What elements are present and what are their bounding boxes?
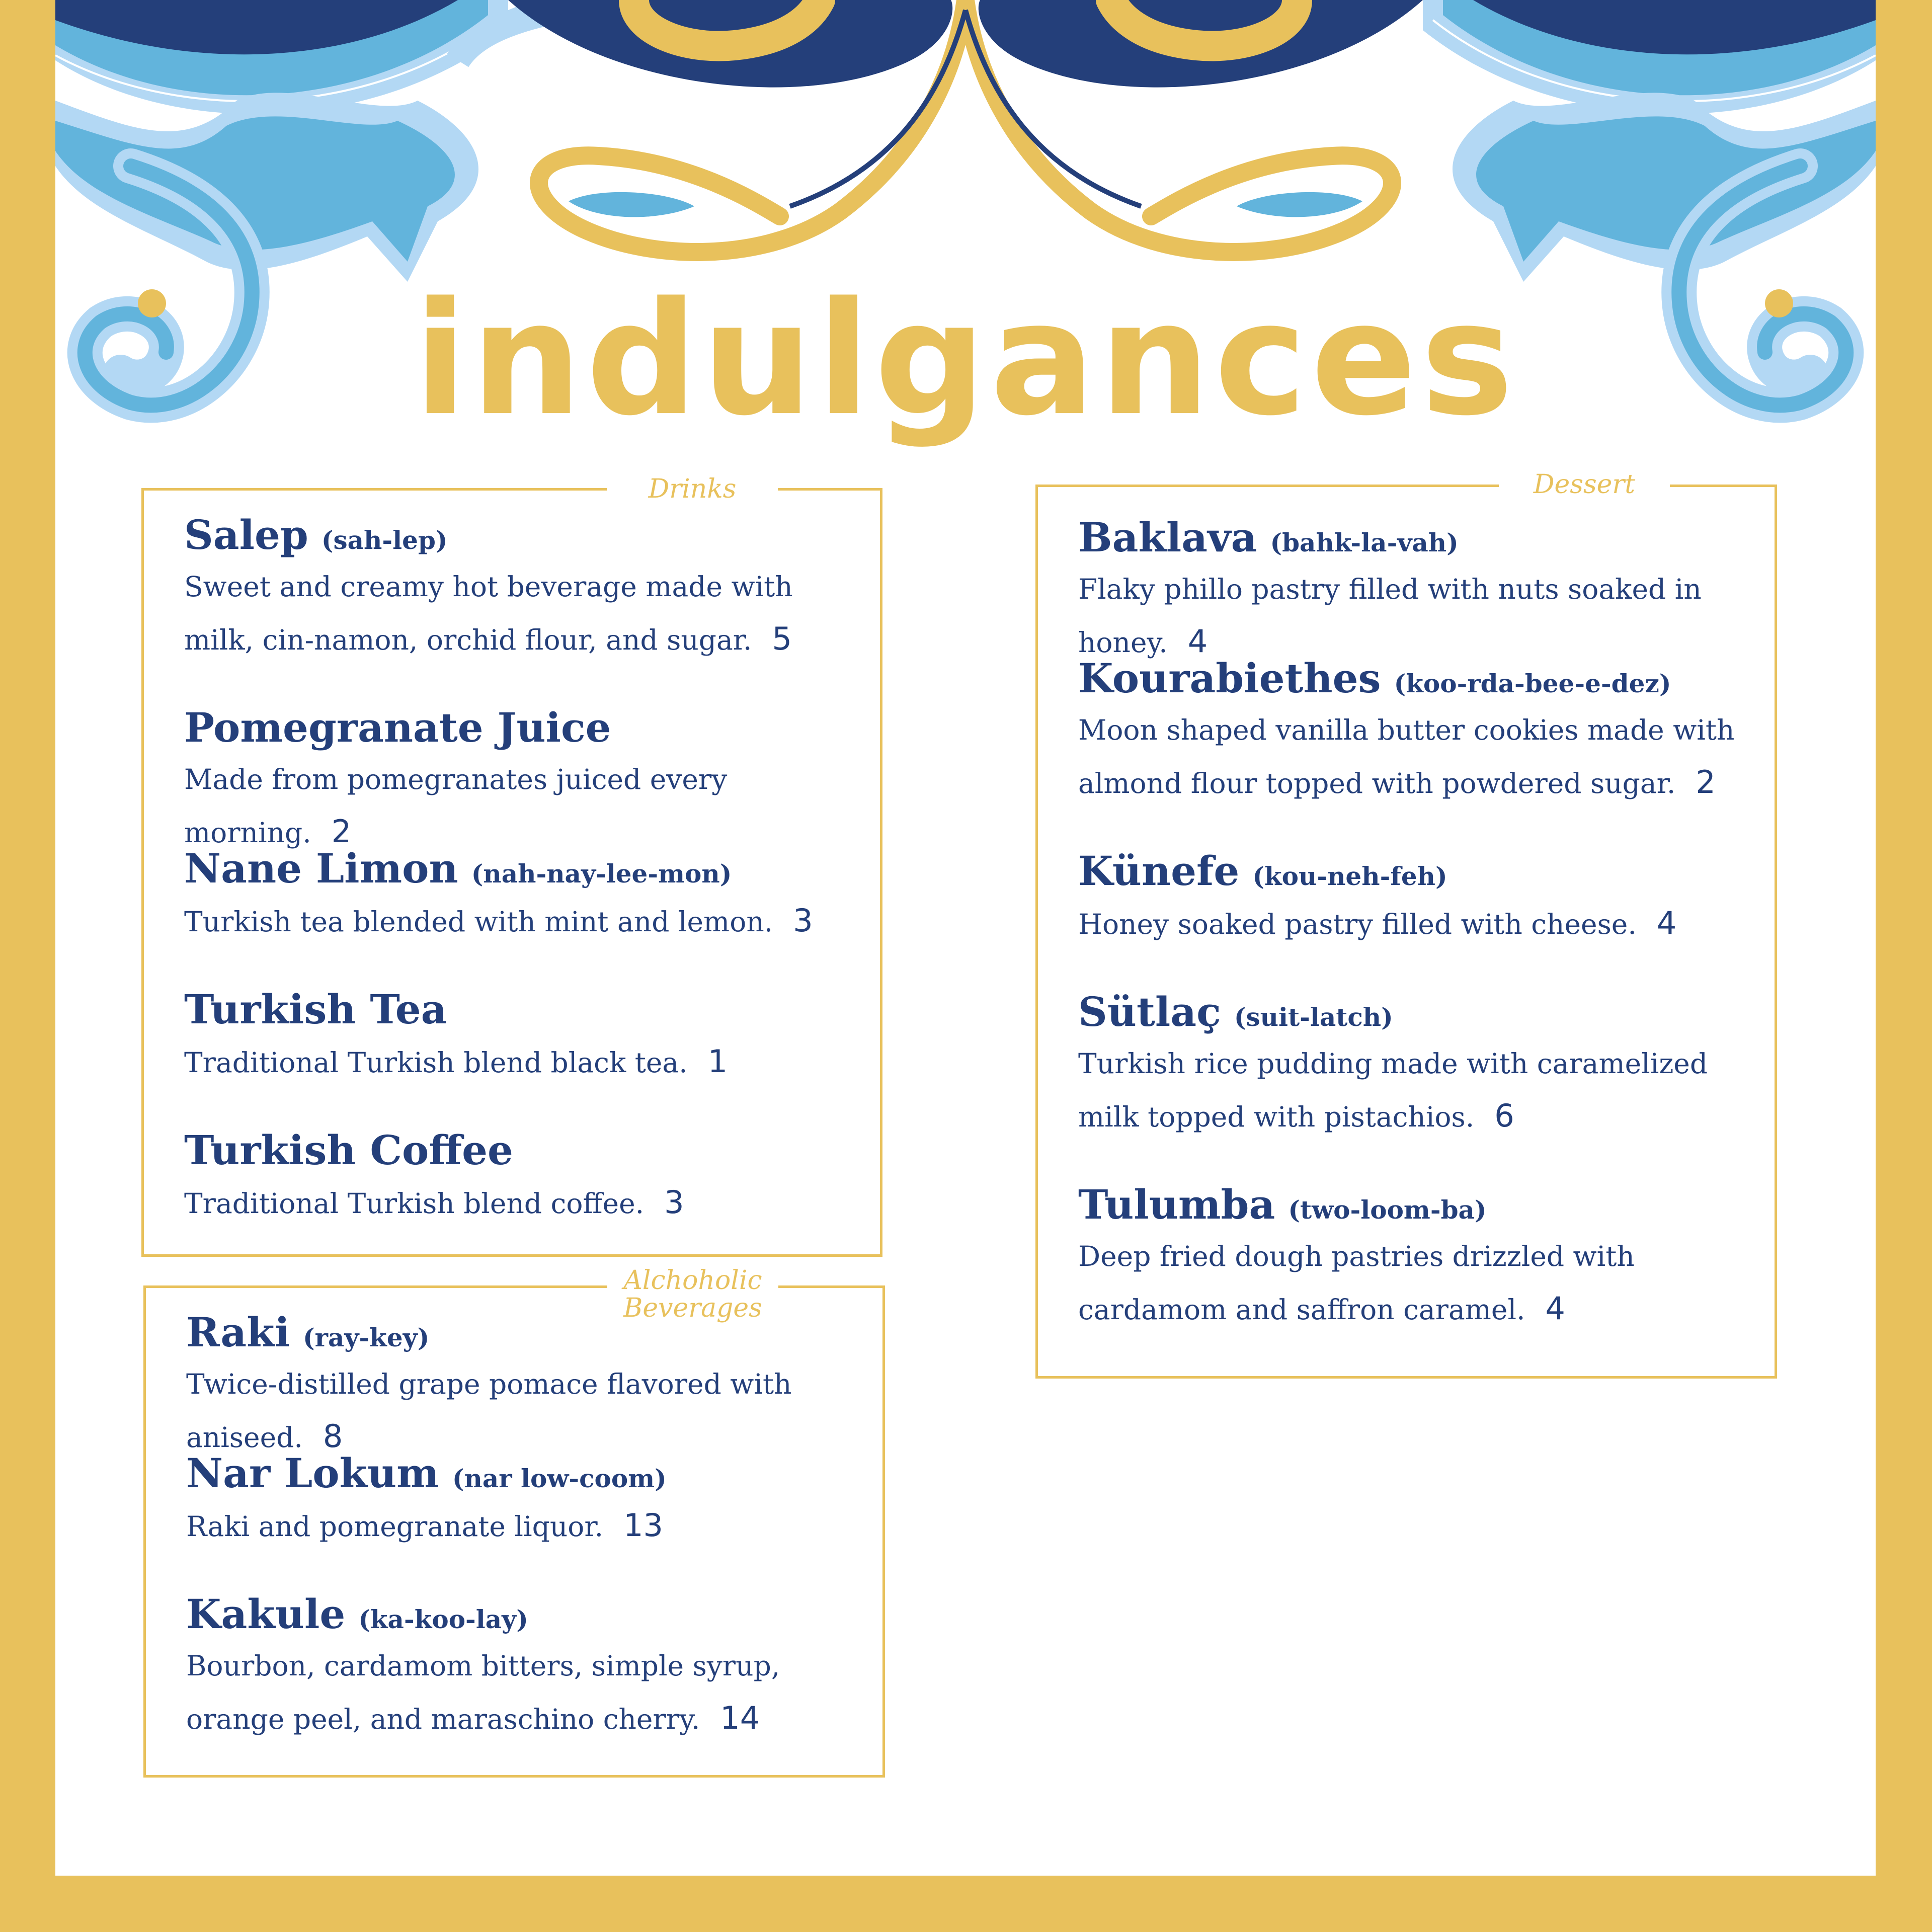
menu-item-pronunciation: (suit-latch) — [1234, 1002, 1393, 1032]
menu-item-description-line — [1078, 704, 1759, 810]
menu-item-name: Turkish Coffee — [184, 1126, 513, 1174]
menu-item — [1078, 513, 1759, 669]
menu-item — [184, 511, 865, 666]
menu-item-title-line — [1078, 1180, 1759, 1229]
menu-item-name: Nar Lokum — [186, 1450, 439, 1497]
menu-item-name: Pomegranate Juice — [184, 704, 611, 751]
menu-item-price: 4 — [1656, 905, 1677, 941]
menu-item — [184, 703, 865, 859]
drinks-section — [141, 474, 882, 1257]
menu-item-price: 4 — [1545, 1290, 1565, 1327]
menu-item-price: 13 — [623, 1507, 663, 1544]
menu-item-title-line — [184, 844, 865, 893]
menu-item — [186, 1449, 867, 1553]
menu-item-pronunciation: (two-loom-ba) — [1288, 1195, 1487, 1225]
menu-item — [184, 1126, 865, 1230]
menu-item-name: Baklava — [1078, 514, 1257, 561]
menu-item-description: Traditional Turkish blend coffee. — [184, 1187, 645, 1220]
menu-item-description: Bourbon, cardamom bitters, simple syrup, orange peel, and maraschino cherry. — [186, 1650, 780, 1735]
menu-item-title-line — [186, 1590, 867, 1638]
menu-item-description-line — [1078, 1038, 1759, 1143]
menu-item — [184, 844, 865, 948]
menu-item-description: Honey soaked pastry filled with cheese. — [1078, 908, 1637, 940]
menu-item-name: Nane Limon — [184, 845, 458, 892]
menu-item-price: 2 — [1696, 764, 1716, 800]
menu-item-price: 5 — [772, 620, 792, 657]
menu-item-price: 6 — [1494, 1097, 1514, 1134]
menu-item-description: Traditional Turkish blend black tea. — [184, 1046, 688, 1079]
menu-title: indulgances — [413, 269, 1518, 450]
menu-item-title-line — [184, 511, 865, 559]
menu-item-pronunciation: (sah-lep) — [321, 525, 448, 555]
menu-item-pronunciation: (nar low-coom) — [452, 1464, 667, 1493]
dessert-section — [1035, 469, 1777, 1379]
menu-item-price: 4 — [1187, 623, 1208, 660]
menu-item-name: Turkish Tea — [184, 986, 447, 1033]
menu-item-description: Flaky phillo pastry filled with nuts soaked in honey. — [1078, 573, 1702, 659]
menu-item-title-line — [1078, 988, 1759, 1036]
menu-item-name: Kourabiethes — [1078, 655, 1381, 702]
menu-item — [1078, 847, 1759, 950]
menu-item-price: 2 — [331, 813, 352, 850]
menu-item-description-line — [184, 561, 865, 666]
menu-item-description: Turkish rice pudding made with caramelized milk topped with pistachios. — [1078, 1048, 1708, 1133]
menu-item-description: Twice-distilled grape pomace flavored with aniseed. — [186, 1368, 792, 1454]
menu-item-name: Künefe — [1078, 847, 1240, 895]
menu-item-title-line — [184, 703, 865, 752]
menu-item-price: 8 — [323, 1418, 343, 1455]
menu-item-title-line — [1078, 654, 1759, 702]
menu-page — [55, 0, 1876, 1876]
menu-item-pronunciation: (nah-nay-lee-mon) — [471, 859, 732, 889]
menu-item — [1078, 1180, 1759, 1336]
menu-item-description: Sweet and creamy hot beverage made with milk, cin-namon, orchid flour, and sugar. — [184, 571, 793, 656]
menu-item — [186, 1590, 867, 1745]
menu-item-description-line — [184, 895, 865, 948]
menu-item-price: 14 — [720, 1700, 760, 1736]
menu-item-description: Raki and pomegranate liquor. — [186, 1510, 604, 1543]
menu-item-name: Tulumba — [1078, 1181, 1275, 1228]
menu-item-description-line — [184, 1035, 865, 1089]
menu-item-pronunciation: (ka-koo-lay) — [358, 1604, 528, 1634]
menu-item-description-line — [186, 1358, 867, 1464]
menu-item-price: 1 — [707, 1043, 728, 1080]
menu-item-name: Raki — [186, 1309, 290, 1356]
alcohol-section — [143, 1265, 885, 1778]
menu-item-title-line — [186, 1449, 867, 1497]
menu-item-description-line — [184, 1176, 865, 1230]
menu-item-title-line — [1078, 847, 1759, 895]
menu-item-description-line — [1078, 1231, 1759, 1336]
menu-item-description-line — [1078, 564, 1759, 669]
menu-item — [1078, 988, 1759, 1143]
menu-item-title-line — [184, 1126, 865, 1174]
menu-item-description: Made from pomegranates juiced every morning. — [184, 763, 728, 849]
menu-item-pronunciation: (kou-neh-feh) — [1252, 861, 1447, 891]
menu-item-name: Salep — [184, 511, 308, 558]
drinks-section-label: Drinks — [607, 475, 778, 503]
menu-item-title-line — [186, 1308, 867, 1356]
menu-item-pronunciation: (koo-rda-bee-e-dez) — [1394, 669, 1671, 698]
menu-item-description-line — [184, 754, 865, 859]
menu-item — [186, 1308, 867, 1464]
menu-item — [1078, 654, 1759, 810]
menu-item-title-line — [184, 985, 865, 1033]
center-ornament — [508, 0, 1423, 252]
menu-item-price: 3 — [793, 902, 813, 939]
menu-item-description-line — [186, 1499, 867, 1553]
menu-item-description-line — [1078, 897, 1759, 950]
menu-item-description: Moon shaped vanilla butter cookies made with almond flour topped with powdered sugar. — [1078, 714, 1735, 799]
menu-item-description-line — [186, 1640, 867, 1745]
menu-item-description: Deep fried dough pastries drizzled with cardamom and saffron caramel. — [1078, 1240, 1635, 1326]
menu-item-price: 3 — [664, 1184, 684, 1221]
dessert-section-label: Dessert — [1499, 471, 1670, 499]
menu-item — [184, 985, 865, 1089]
menu-item-pronunciation: (ray-key) — [302, 1323, 430, 1352]
menu-item-name: Kakule — [186, 1590, 346, 1638]
menu-item-pronunciation: (bahk-la-vah) — [1270, 528, 1459, 557]
alcohol-section-label: Alchoholic Beverages — [607, 1267, 778, 1322]
menu-item-description: Turkish tea blended with mint and lemon. — [184, 906, 773, 938]
menu-item-name: Sütlaç — [1078, 988, 1221, 1035]
menu-item-title-line — [1078, 513, 1759, 561]
